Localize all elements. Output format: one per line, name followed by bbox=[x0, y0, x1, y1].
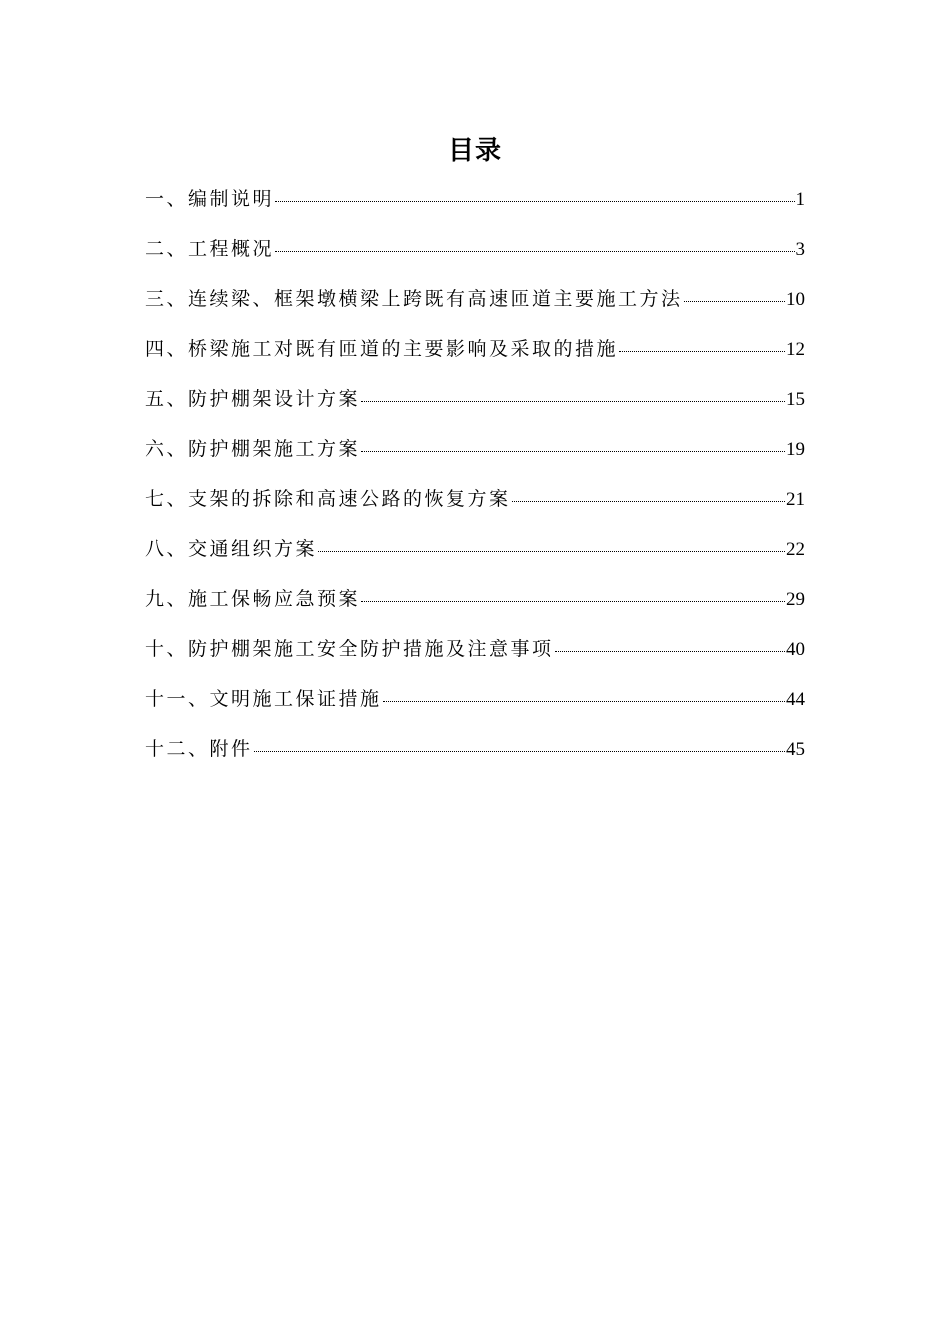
toc-entry-label: 七、支架的拆除和高速公路的恢复方案 bbox=[145, 489, 511, 510]
toc-dot-leader bbox=[254, 751, 785, 752]
toc-title: 目录 bbox=[447, 136, 502, 166]
toc-entry-label: 三、连续梁、框架墩横梁上跨既有高速匝道主要施工方法 bbox=[145, 289, 683, 310]
toc-entry-label: 一、编制说明 bbox=[145, 189, 275, 210]
toc-entry[interactable] bbox=[145, 234, 805, 284]
toc-entry-page: 19 bbox=[786, 439, 805, 460]
toc-entry[interactable] bbox=[145, 484, 805, 534]
toc-entry[interactable] bbox=[145, 734, 805, 784]
toc-entry-label: 十、防护棚架施工安全防护措施及注意事项 bbox=[145, 639, 554, 660]
toc-entry-page: 10 bbox=[786, 289, 805, 310]
toc-entry-page: 22 bbox=[786, 539, 805, 560]
toc-entry-label: 九、施工保畅应急预案 bbox=[145, 589, 361, 610]
toc-entry-label: 十一、文明施工保证措施 bbox=[145, 689, 382, 710]
toc-dot-leader bbox=[275, 201, 794, 202]
toc-entry[interactable] bbox=[145, 634, 805, 684]
toc-entry-page: 12 bbox=[786, 339, 805, 360]
toc-entry[interactable] bbox=[145, 684, 805, 734]
toc-entry[interactable] bbox=[145, 584, 805, 634]
toc-entry-page: 3 bbox=[795, 239, 805, 260]
toc-entry-page: 15 bbox=[786, 389, 805, 410]
toc-entry-label: 二、工程概况 bbox=[145, 239, 275, 260]
toc-entry-label: 八、交通组织方案 bbox=[145, 539, 318, 560]
toc-entry-label: 六、防护棚架施工方案 bbox=[145, 439, 361, 460]
toc-dot-leader bbox=[684, 301, 785, 302]
toc-entry-page: 40 bbox=[786, 639, 805, 660]
toc-dot-leader bbox=[318, 551, 785, 552]
toc-entry-page: 1 bbox=[795, 189, 805, 210]
toc-entry-page: 44 bbox=[786, 689, 805, 710]
toc-entry-page: 21 bbox=[786, 489, 805, 510]
toc-dot-leader bbox=[555, 651, 785, 652]
toc-list bbox=[145, 184, 805, 784]
toc-dot-leader bbox=[361, 401, 785, 402]
toc-entry[interactable] bbox=[145, 334, 805, 384]
toc-entry-label: 四、桥梁施工对既有匝道的主要影响及采取的措施 bbox=[145, 339, 619, 360]
toc-entry[interactable] bbox=[145, 434, 805, 484]
toc-dot-leader bbox=[619, 351, 785, 352]
toc-entry[interactable] bbox=[145, 534, 805, 584]
toc-entry[interactable] bbox=[145, 184, 805, 234]
toc-dot-leader bbox=[512, 501, 785, 502]
toc-entry-label: 十二、附件 bbox=[145, 739, 253, 760]
toc-dot-leader bbox=[361, 601, 785, 602]
toc-entry[interactable] bbox=[145, 384, 805, 434]
toc-entry-label: 五、防护棚架设计方案 bbox=[145, 389, 361, 410]
toc-entry-page: 45 bbox=[786, 739, 805, 760]
toc-entry-page: 29 bbox=[786, 589, 805, 610]
toc-dot-leader bbox=[383, 701, 785, 702]
toc-dot-leader bbox=[275, 251, 794, 252]
toc-entry[interactable] bbox=[145, 284, 805, 334]
toc-dot-leader bbox=[361, 451, 785, 452]
